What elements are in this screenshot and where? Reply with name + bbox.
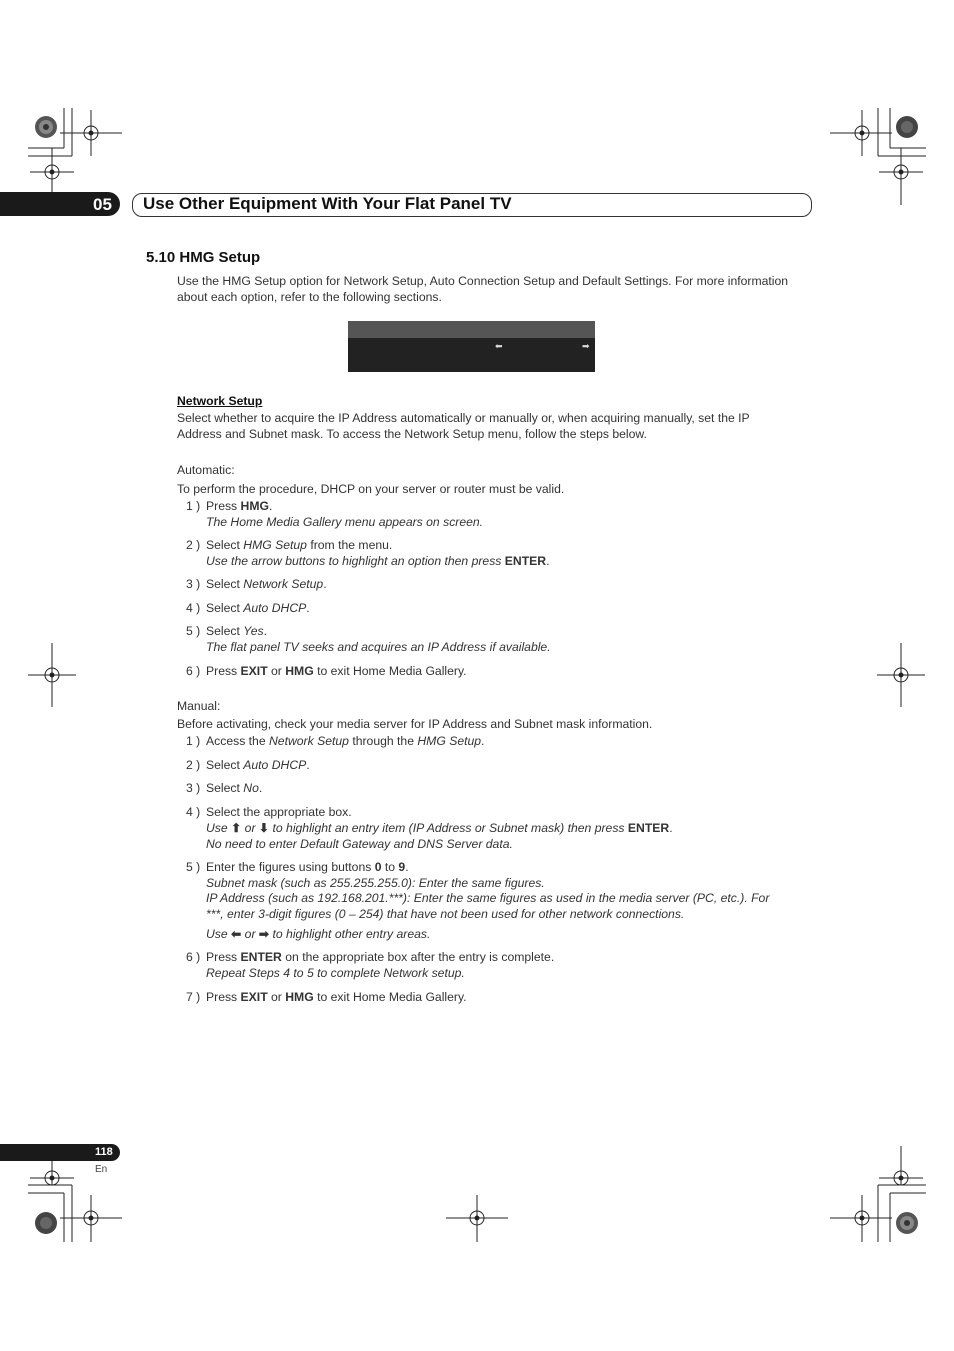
step-text: Select HMG Setup from the menu. [206, 538, 393, 552]
step-result: The flat panel TV seeks and acquires an IP Address if available. [206, 640, 551, 654]
step-text: Press EXIT or HMG to exit Home Media Gallery. [206, 990, 467, 1004]
arrow-left-icon: ⬅ [495, 341, 503, 351]
arrow-right-icon: ➡ [258, 927, 270, 941]
arrow-right-icon: ➡ [582, 341, 590, 351]
arrow-left-icon: ⬅ [231, 927, 242, 941]
step-text: Press EXIT or HMG to exit Home Media Gallery. [206, 664, 467, 678]
network-setup-description [177, 410, 750, 442]
automatic-label: Automatic: [177, 463, 235, 477]
step-note: No need to enter Default Gateway and DNS Server data. [206, 837, 513, 851]
page-language: En [95, 1164, 108, 1175]
step-result: The Home Media Gallery menu appears on screen. [206, 515, 484, 529]
step-text: Select Auto DHCP. [206, 601, 310, 615]
step-note: IP Address (such as 192.168.201.***): Enter the same figures as used in the media server (PC, etc.). For [206, 891, 770, 905]
intro-line-1: Use the HMG Setup option for Network Setup, Auto Connection Setup and Default Settings. For more information [177, 274, 789, 288]
manual-note: Before activating, check your media server for IP Address and Subnet mask information. [177, 717, 653, 731]
section-title: 5.10 HMG Setup [146, 249, 261, 266]
step-number: 2 ) [186, 538, 201, 552]
step-text: Select Yes. [206, 624, 267, 638]
step-number: 5 ) [186, 624, 201, 638]
step-number: 7 ) [186, 990, 201, 1004]
intro-text [177, 273, 788, 305]
hmg-menu-screenshot [348, 321, 595, 372]
intro-line-2: about each option, refer to the following sections. [177, 290, 442, 304]
chapter-title: Use Other Equipment With Your Flat Panel TV [143, 194, 512, 213]
step-number: 3 ) [186, 577, 201, 591]
arrow-down-icon: ⬇ [258, 821, 270, 835]
step-text: Select the appropriate box. [206, 805, 352, 819]
step-text: Select No. [206, 781, 263, 795]
chapter-number: 05 [93, 195, 112, 214]
step-result: Use the arrow buttons to highlight an option then press ENTER. [206, 554, 550, 568]
automatic-note: To perform the procedure, DHCP on your server or router must be valid. [177, 482, 565, 496]
menu-title-bar [348, 321, 595, 338]
step-number: 3 ) [186, 781, 201, 795]
step-number: 6 ) [186, 664, 201, 678]
step-number: 5 ) [186, 860, 201, 874]
step-number: 4 ) [186, 805, 201, 819]
step-result: Repeat Steps 4 to 5 to complete Network setup. [206, 966, 465, 980]
step-text: Access the Network Setup through the HMG Setup. [206, 734, 485, 748]
step-number: 4 ) [186, 601, 201, 615]
step-note: ***, enter 3-digit figures (0 – 254) that have not been used for other network connections. [206, 907, 685, 921]
step-note: Subnet mask (such as 255.255.255.0): Enter the same figures. [206, 876, 545, 890]
step-text: Press ENTER on the appropriate box after the entry is complete. [206, 950, 555, 964]
step-result: Use ⬆ or ⬇ to highlight an entry item (IP Address or Subnet mask) then press ENTER. [206, 821, 673, 835]
step-number: 6 ) [186, 950, 201, 964]
step-number: 1 ) [186, 734, 201, 748]
network-desc-line-2: Address and Subnet mask. To access the Network Setup menu, follow the steps below. [177, 427, 647, 441]
manual-label: Manual: [177, 699, 221, 713]
arrow-up-icon: ⬆ [231, 821, 242, 835]
step-number: 1 ) [186, 499, 201, 513]
page-number: 118 [95, 1146, 113, 1158]
network-setup-heading: Network Setup [177, 394, 263, 408]
step-text: Select Network Setup. [206, 577, 327, 591]
step-number: 2 ) [186, 758, 201, 772]
step-text: Enter the figures using buttons 0 to 9. [206, 860, 409, 874]
network-desc-line-1: Select whether to acquire the IP Address automatically or manually or, when acquiring manually, set the IP [177, 411, 750, 425]
step-text: Press HMG. [206, 499, 273, 513]
step-note: Use ⬅ or ➡ to highlight other entry areas. [206, 927, 431, 941]
step-text: Select Auto DHCP. [206, 758, 310, 772]
